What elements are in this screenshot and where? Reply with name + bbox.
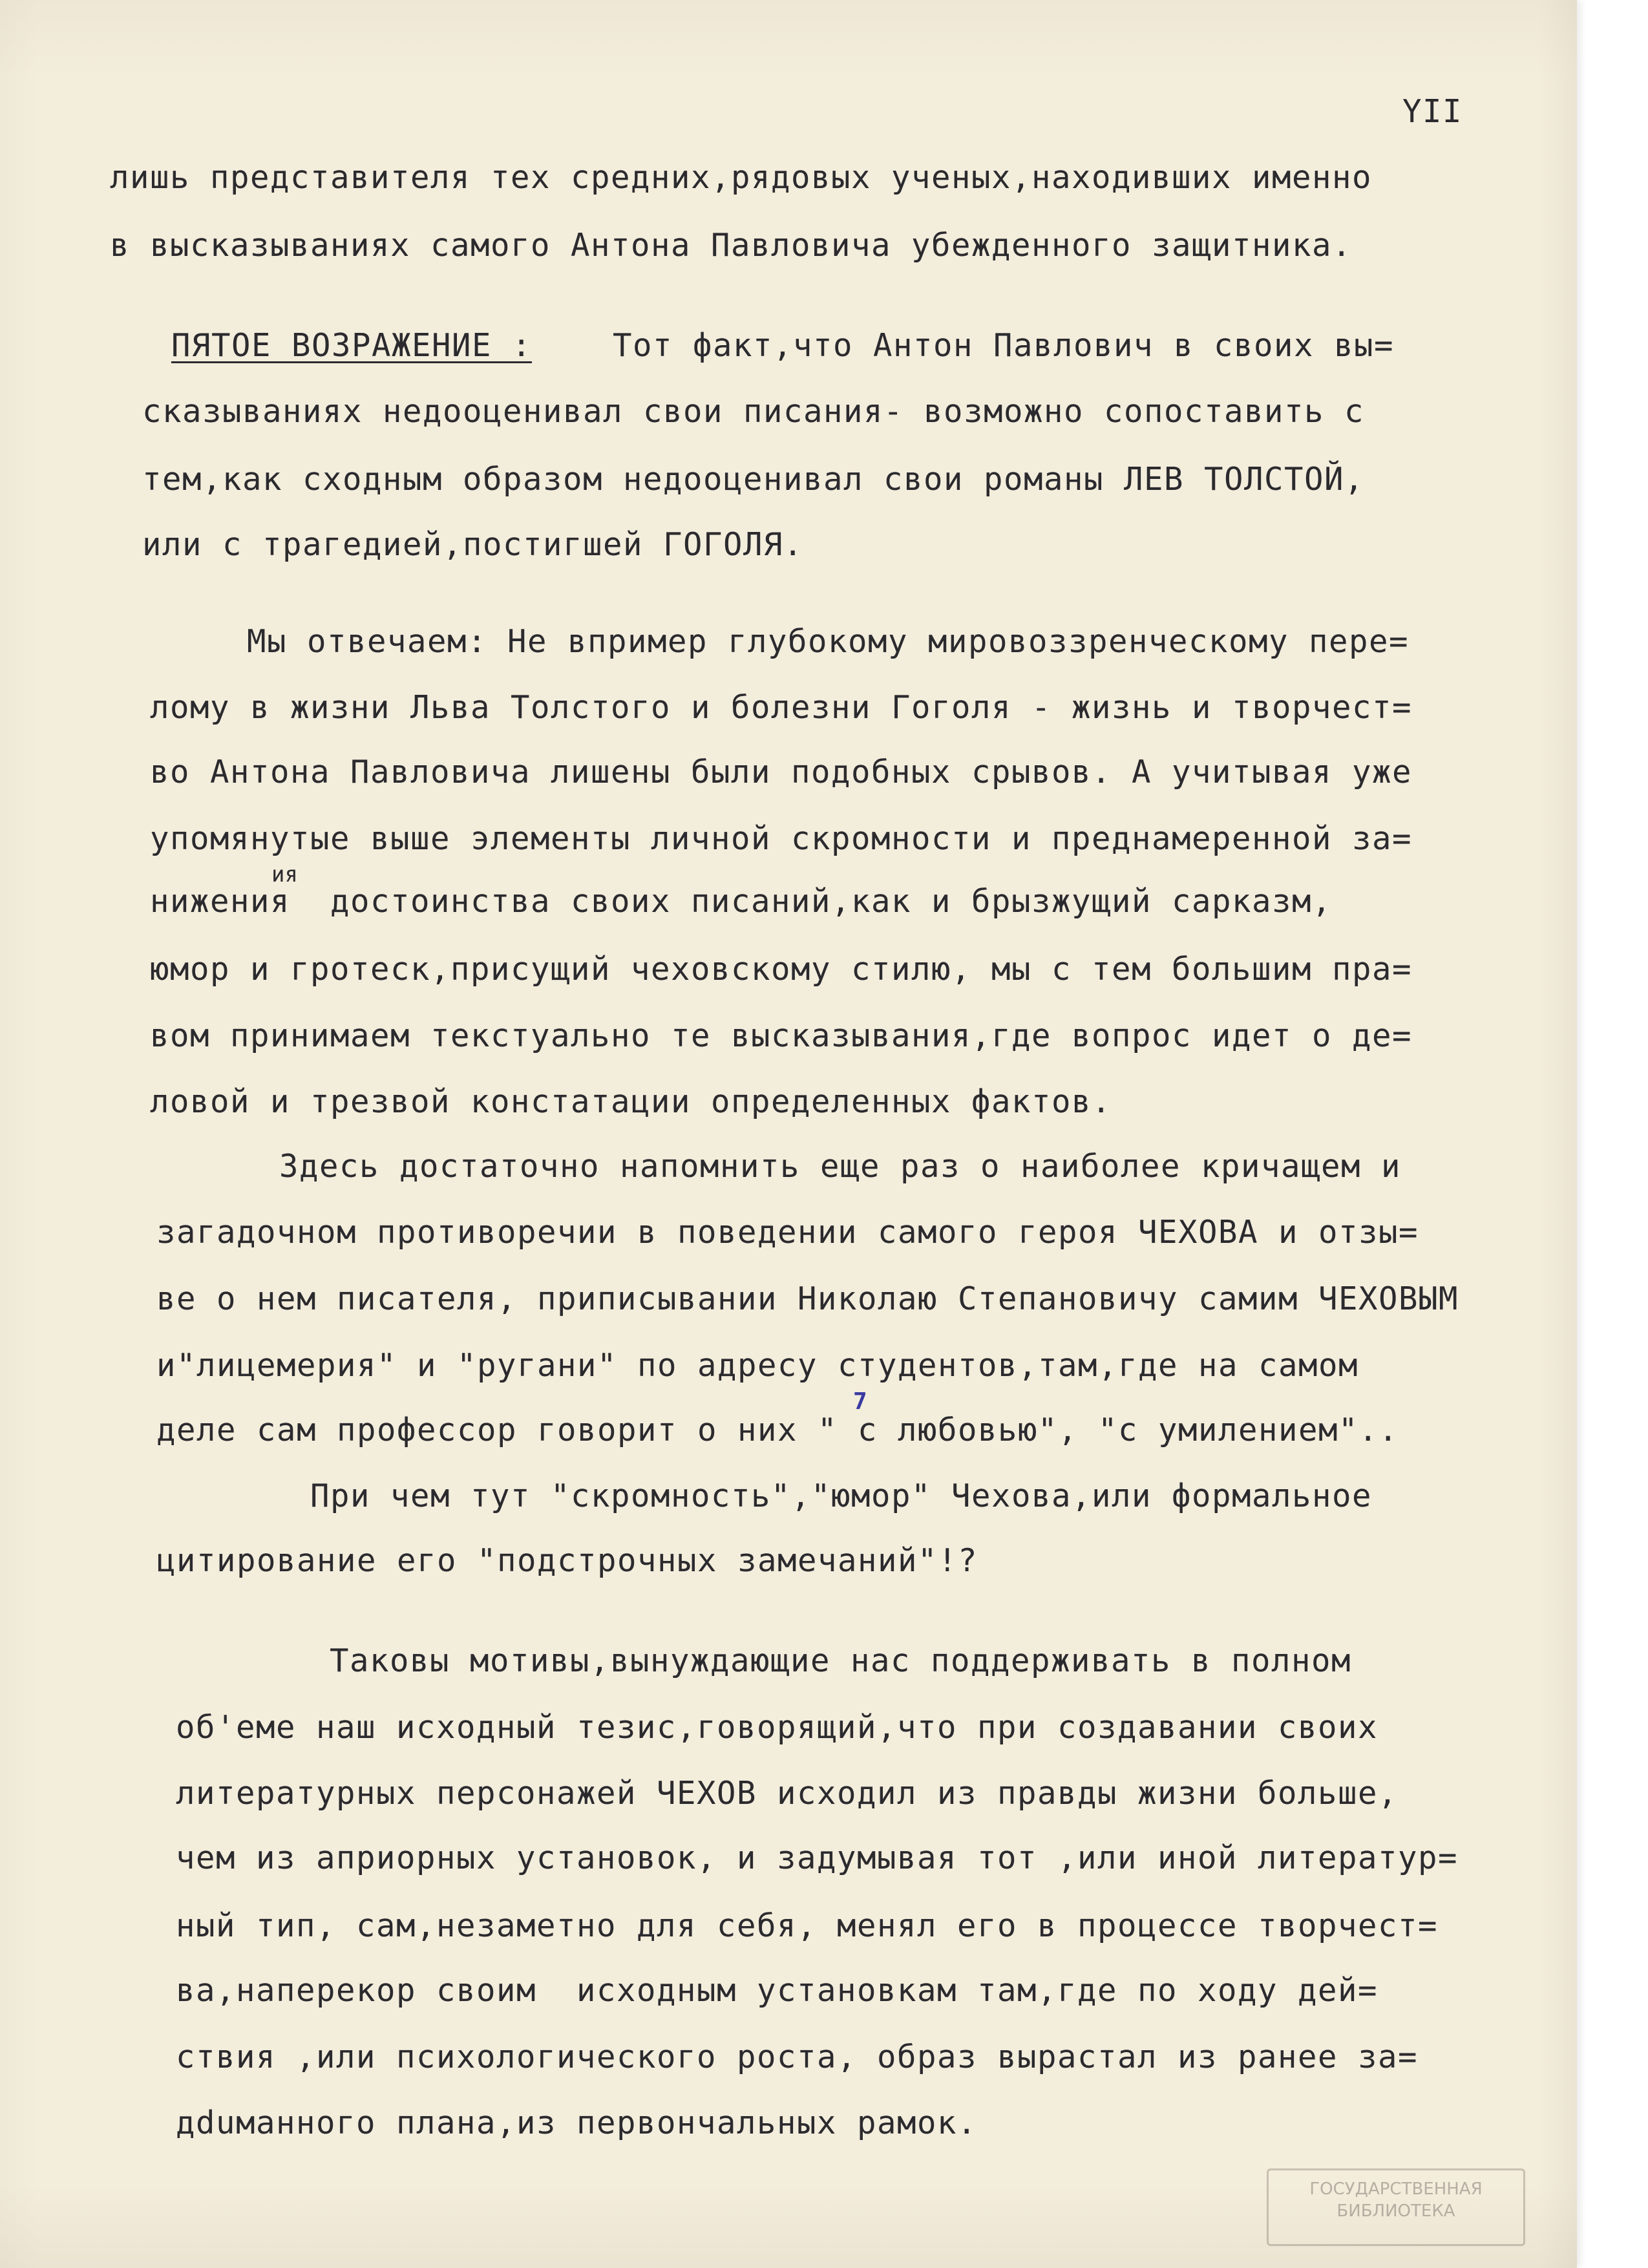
typed-insertion: ия: [271, 862, 298, 887]
text-line-27: ва,наперекор своим исходным установкам там,где по ходу дей=: [176, 1972, 1379, 2009]
text-line-28: ствия ,или психологического роста, образ вырастал из ранее за=: [176, 2039, 1419, 2075]
ink-mark: 7: [853, 1388, 867, 1415]
text-line-12: юмор и гротеск,присущий чеховскому стилю, мы с тем большим пра=: [150, 951, 1413, 988]
stamp-line-2: БИБЛИОТЕКА: [1336, 2201, 1455, 2221]
text-line-23: об'еме наш исходный тезис,говорящий,что при создавании своих: [176, 1709, 1379, 1746]
text-line-16: загадочном противоречии в поведении самого героя ЧЕХОВА и отзы=: [156, 1214, 1419, 1251]
text-line-29: дduманного плана,из первончальных рамок.: [176, 2104, 978, 2141]
text-line-15: Здесь достаточно напомнить еще раз о наиболее кричащем и: [279, 1148, 1402, 1185]
text-line-18: и"лицемерия" и "ругани" по адресу студентов,там,где на самом: [156, 1347, 1359, 1384]
objection-heading: ПЯТОЕ ВОЗРАЖЕНИЕ :: [171, 327, 533, 364]
text-line-19: деле сам профессор говорит о них " с любовью", "с умилением"..: [156, 1412, 1399, 1448]
text-line-20: При чем тут "скромность","юмор" Чехова,или формальное: [310, 1478, 1373, 1514]
text-line-10: упомянутые выше элементы личной скромности и преднамеренной за=: [150, 820, 1413, 857]
text-line-2: в высказываниях самого Антона Павловича убежденного защитника.: [110, 227, 1353, 264]
text-line-6: или с трагедией,постигшей ГОГОЛЯ.: [142, 526, 804, 563]
text-line-21: цитирование его "подстрочных замечаний"!?: [156, 1542, 978, 1579]
text-line-22: Таковы мотивы,вынуждающие нас поддерживать в полном: [330, 1642, 1352, 1679]
text-line-8: лому в жизни Льва Толстого и болезни Гоголя - жизнь и творчест=: [150, 689, 1413, 726]
library-stamp: [1267, 2168, 1525, 2246]
text-line-26: ный тип, сам,незаметно для себя, менял его в процессе творчест=: [176, 1907, 1439, 1944]
text-line-3: Тот факт,что Антон Павлович в своих вы=: [613, 327, 1395, 364]
text-line-14: ловой и трезвой констатации определенных фактов.: [150, 1083, 1112, 1120]
text-line-11: нижения достоинства своих писаний,как и брызжущий сарказм,: [150, 883, 1333, 920]
text-line-4: сказываниях недооценивал свои писания- возможно сопоставить с: [142, 393, 1365, 430]
text-line-7: Мы отвечаем: Не впример глубокому мировоззренческому пере=: [247, 623, 1410, 660]
text-line-17: ве о нем писателя, приписывании Николаю Степановичу самим ЧЕХОВЫМ: [156, 1280, 1459, 1317]
text-line-1: лишь представителя тех средних,рядовых ученых,находивших именно: [110, 159, 1373, 196]
page-number: YII: [1402, 93, 1463, 130]
text-line-13: вом принимаем текстуально те высказывания,где вопрос идет о де=: [150, 1017, 1413, 1054]
text-line-5: тем,как сходным образом недооценивал свои романы ЛЕВ ТОЛСТОЙ,: [142, 461, 1365, 498]
text-line-24: литературных персонажей ЧЕХОВ исходил из правды жизни больше,: [176, 1775, 1399, 1812]
text-line-9: во Антона Павловича лишены были подобных срывов. А учитывая уже: [150, 754, 1413, 790]
text-line-25: чем из априорных установок, и задумывая тот ,или иной литератур=: [176, 1839, 1459, 1876]
stamp-line-1: ГОСУДАРСТВЕННАЯ: [1309, 2179, 1483, 2199]
